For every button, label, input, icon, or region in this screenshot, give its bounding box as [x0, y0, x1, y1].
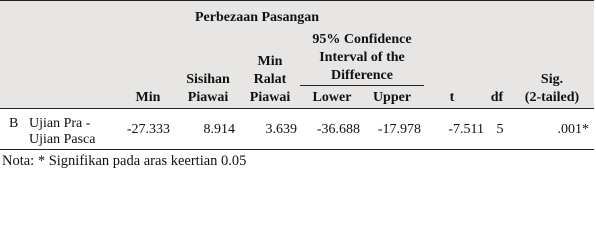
cell-sig: .001*: [557, 122, 589, 137]
column-header-min-ralat-line-1: Min: [257, 54, 283, 69]
column-header-sisihan-line-2: Piawai: [187, 90, 229, 105]
cell-upper: -17.978: [377, 122, 421, 137]
row-label-prefix: B: [9, 116, 19, 131]
column-header-min: Min: [135, 90, 161, 105]
cell-min: -27.333: [126, 122, 170, 137]
ci-header-line-3: Difference: [331, 68, 393, 83]
column-header-min-ralat-line-2: Ralat: [253, 72, 287, 87]
column-header-min-ralat-line-3: Piawai: [249, 90, 291, 105]
column-header-sig-line-1: Sig.: [540, 72, 564, 87]
table-top-border: [0, 0, 594, 1]
cell-sisihan-piawai: 8.914: [203, 122, 235, 137]
table-header-bottom-border: [0, 108, 594, 109]
table-bottom-border: [0, 149, 594, 150]
cell-min-ralat-piawai: 3.639: [265, 122, 297, 137]
column-header-df: df: [490, 90, 504, 105]
column-header-sisihan-line-1: Sisihan: [186, 72, 230, 87]
ci-header-underline: [300, 85, 424, 86]
column-header-t: t: [449, 90, 455, 105]
column-header-sig-line-2: (2-tailed): [524, 90, 580, 105]
row-label-line-1: Ujian Pra -: [29, 116, 91, 131]
row-label-line-2: Ujian Pasca: [29, 132, 96, 147]
ci-header-line-2: Interval of the: [319, 50, 405, 65]
column-header-lower: Lower: [312, 90, 352, 105]
column-header-upper: Upper: [372, 90, 412, 105]
ci-header-line-1: 95% Confidence: [312, 32, 412, 47]
group-header-perbezaan-pasangan: Perbezaan Pasangan: [195, 10, 320, 25]
table-footnote: Nota: * Signifikan pada aras keertian 0.05: [2, 153, 247, 169]
cell-lower: -36.688: [316, 122, 360, 137]
cell-t: -7.511: [448, 122, 484, 137]
cell-df: 5: [496, 122, 504, 137]
